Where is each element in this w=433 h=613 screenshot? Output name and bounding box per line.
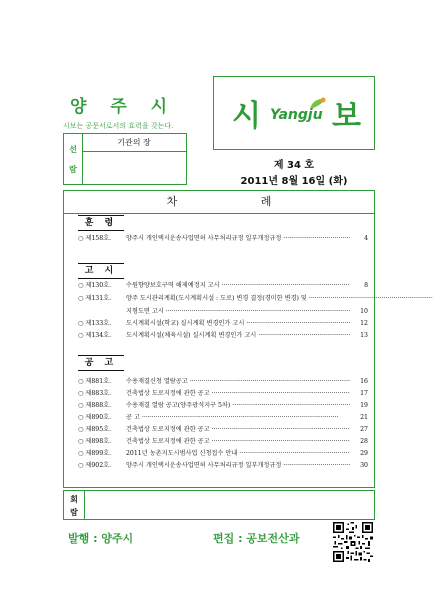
item-title: 건축법상 도로지정에 관한 공고 ····· — [126, 424, 350, 435]
list-item — [78, 318, 368, 329]
approval-label-1: 선 — [69, 145, 77, 154]
item-page: 8 — [350, 280, 368, 291]
city-title: 양 주 시 — [70, 97, 177, 117]
item-number: ○ 제888호. — [78, 402, 112, 409]
circulation-label-1: 회 — [70, 495, 78, 504]
item-number: ○ 제131호. — [78, 295, 112, 302]
circulation-label-2: 람 — [70, 508, 78, 517]
item-page: 17 — [350, 388, 368, 399]
logo-left-char: 시 — [232, 99, 261, 134]
issue-date: 2011년 8월 16일 (화) — [240, 176, 348, 187]
circulation-side-label — [64, 491, 85, 519]
approval-box — [63, 133, 187, 185]
leaf-icon — [308, 97, 328, 111]
approval-label-2: 람 — [69, 165, 77, 174]
item-title: 양주 도시관리계획(도시계획시설 : 도로) 변경 결정(경미한 변경) 및 — [126, 295, 307, 302]
item-title: 도시계획시설(체육시설) 실시계획 변경인가 고시 ····· — [126, 330, 350, 341]
item-page: 12 — [350, 318, 368, 329]
list-item — [78, 448, 368, 459]
list-item — [78, 400, 368, 411]
section-label-directive: 훈 령 — [78, 215, 124, 231]
item-page: 4 — [350, 233, 368, 244]
item-number: ○ 제899호. — [78, 450, 112, 457]
section-label-announcement: 공 고 — [78, 355, 124, 371]
editor: 편집 : 공보전산과 — [213, 532, 300, 545]
item-number: ○ 제890호. — [78, 414, 112, 421]
item-page: 29 — [350, 448, 368, 459]
item-number: ○ 제895호. — [78, 426, 112, 433]
list-item — [78, 388, 368, 399]
item-title: 양주시 개인택시운송사업면허 사무처리규정 일부개정규정 ····· — [126, 460, 350, 471]
list-item — [78, 306, 368, 317]
item-title: 지형도면 고시 ····· — [126, 306, 350, 317]
issue-number: 제 34 호 — [273, 160, 315, 171]
item-number: ○ 제130호. — [78, 282, 112, 289]
item-number: ○ 제158호. — [78, 235, 112, 242]
contents-title: 차 례 — [64, 191, 374, 214]
item-title-nodots — [126, 293, 350, 304]
item-page: 16 — [350, 376, 368, 387]
list-item — [78, 376, 368, 387]
list-item — [78, 436, 368, 447]
list-item — [78, 280, 368, 291]
item-title: 수용재결신청 열람공고 ····· — [126, 376, 350, 387]
approval-column-head: 기관의 장 — [82, 134, 186, 152]
logo-right-char: 보 — [332, 99, 361, 134]
item-number: ○ 제881호. — [78, 378, 112, 385]
circulation-box — [63, 490, 375, 520]
list-item — [78, 233, 368, 244]
masthead-logo — [213, 76, 375, 150]
list-item — [78, 460, 368, 471]
item-page: 27 — [350, 424, 368, 435]
item-number: ○ 제133호. — [78, 320, 112, 327]
item-title: 건축법상 도로지정에 관한 공고 ····· — [126, 388, 350, 399]
publisher: 발행 : 양주시 — [68, 532, 134, 545]
approval-side-label — [64, 134, 83, 184]
item-page: 13 — [350, 330, 368, 341]
list-item — [78, 293, 368, 304]
item-page: 28 — [350, 436, 368, 447]
item-title: 2011년 농촌지도시범사업 신청접수 안내 ····· — [126, 448, 350, 459]
list-item — [78, 412, 368, 423]
item-page: 10 — [350, 306, 368, 317]
list-item — [78, 424, 368, 435]
item-page: 30 — [350, 460, 368, 471]
table-of-contents — [63, 190, 375, 488]
item-title: 수원향양보호구역 해제예정지 고시 ····· — [126, 280, 350, 291]
list-item — [78, 330, 368, 341]
section-label-notification: 고 시 — [78, 263, 124, 279]
qr-code-icon — [333, 522, 373, 562]
logo-brand: Yangju — [270, 107, 323, 123]
item-title: 수용재결 열람 공고(양주광석지구 5차) ····· — [126, 400, 350, 411]
item-page: 21 — [350, 412, 368, 423]
item-number: ○ 제883호. — [78, 390, 112, 397]
item-title: 도시계획시설(학교) 실시계획 변경인가 고시 ····· — [126, 318, 350, 329]
item-title: 건축법상 도로지정에 관한 공고 ····· — [126, 436, 350, 447]
item-title: 양주시 개인택시운송사업면허 사무처리규정 일부개정규정 ····· — [126, 233, 350, 244]
item-number: ○ 제134호. — [78, 332, 112, 339]
item-number: ○ 제898호. — [78, 438, 112, 445]
item-page: 19 — [350, 400, 368, 411]
legal-notice: 시보는 공문서로서의 효력을 갖는다. — [63, 122, 174, 130]
item-number: ○ 제902호. — [78, 462, 112, 469]
item-title: 공 고 ····· — [126, 412, 350, 423]
